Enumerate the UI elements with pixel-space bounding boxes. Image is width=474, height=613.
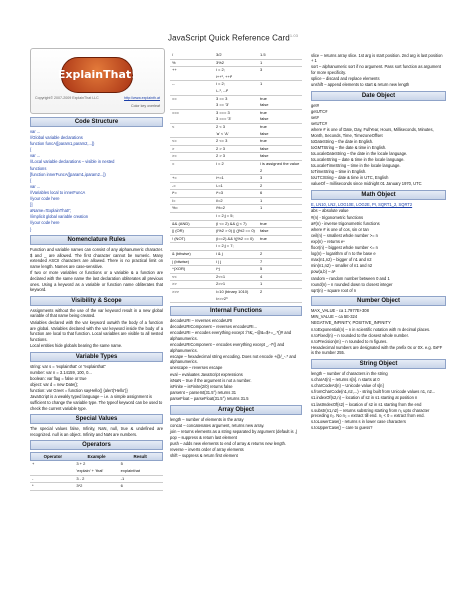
internal-functions-header: Internal Functions <box>170 306 302 316</box>
result-cell: 1 <box>260 59 263 65</box>
code-line: //Local variable declarations – visible in nested <box>30 159 115 165</box>
example-cell: 2<<1 <box>216 273 226 279</box>
math-object-header: Math Object <box>311 190 446 200</box>
variable-type-line: function: var Greet = function sayHello() {alert('Hello')} <box>30 388 128 394</box>
col-result: Result <box>133 454 147 460</box>
math-method-item: a#(n) - inverse trigonometric functions <box>311 220 380 226</box>
operator-row <box>170 190 302 198</box>
explainthat-logo <box>57 57 137 93</box>
result-cell: 1.5 <box>260 52 266 57</box>
internal-function-item: escape – hexadecimal string encoding. Does not encode +@/_-.* and alphanumerics. <box>170 353 297 365</box>
example-cell: i+=1 <box>216 175 224 181</box>
math-method-item: floor(n) – biggest whole number <= n <box>311 245 378 251</box>
result-cell: true <box>260 220 267 226</box>
operator-cell: >> <box>172 281 177 287</box>
example-cell: 2 > 3 <box>216 153 226 159</box>
result-cell: true false <box>260 95 269 108</box>
result-cell: 1 <box>260 197 263 203</box>
column-3 <box>311 52 446 431</box>
nomenclature-p2: If two or more variables or functions or a variable & a function are declared with the same name the last declaration obliterates all previous ones. Using a keyword as a variable or function name obliterates that keyword. <box>30 270 163 293</box>
variable-types-header: Variable Types <box>30 352 163 362</box>
example-cell: (i==2) && !(j%2 == 0) <box>216 235 254 241</box>
result-cell: false <box>260 228 269 234</box>
date-method-item: toUTCString – date & time in UTC, English <box>311 175 389 181</box>
column-1 <box>30 48 163 491</box>
operator-cell <box>170 213 214 220</box>
operator-cell: * <box>32 483 34 489</box>
number-property-item: MIN_VALUE – ca 5E-324 <box>311 314 358 320</box>
result-cell: 2 <box>260 251 263 257</box>
result-cell: false <box>260 145 269 151</box>
math-method-item: sqrt(n) – square root of n <box>311 287 357 293</box>
array-method-item: push – adds new elements to end of array & returns new length. <box>170 440 287 446</box>
version-sup: 1.03 <box>289 33 299 38</box>
code-line: { <box>30 177 32 183</box>
date-method-item: toLocaleTimeString – time in the locale language. <box>311 163 401 168</box>
result-cell: 6 <box>260 190 263 196</box>
string-method-item: s1.indexOf(s2,n) – location of s2 in s1 starting at position n <box>311 395 418 401</box>
result-cell: 2 <box>260 289 263 294</box>
date-method-item: toLocaleString – date & time in the locale language. <box>311 156 405 162</box>
operator-cell: += <box>172 175 177 181</box>
operator-row <box>170 81 302 95</box>
operators-header: Operators <box>30 440 163 450</box>
array-object-header: Array Object <box>170 405 302 415</box>
variable-type-line: string: var s = 'explainthat' or "explainthat" <box>30 364 106 369</box>
visibility-p2: Variables declared with the var keyword outwith the body of a function are global. Variables declared with the var keyword inside the body of a function are local to that function. Local variables are visible to all nested functions. <box>30 320 163 342</box>
internal-function-item: eval – evaluates JavaScript expressions <box>170 371 243 377</box>
string-method-item: s.toUpperCase() – care to guess? <box>311 425 373 431</box>
operator-row <box>170 175 302 183</box>
operator-cell: i*= <box>172 190 177 196</box>
array-object-continued <box>311 53 446 88</box>
code-line: functions <box>30 165 47 171</box>
number-property-item: NEGATIVE_INFINITY, POSITIVE_INFINITY <box>311 320 391 326</box>
operator-row <box>170 198 302 206</box>
example-cell: i = 2; i++¹, ++i² <box>216 67 233 79</box>
example-cell: 2 > 3 <box>216 145 226 151</box>
math-method-item: abs – absolute value <box>311 208 349 214</box>
array-method-item: shift – suppress & return first element <box>170 453 238 459</box>
code-line: var ... <box>30 129 41 134</box>
internal-function-item: decodeURIComponent – reverses encodeURI... <box>170 324 257 330</box>
date-method-item: getUTC# <box>311 108 328 114</box>
result-cell: true <box>260 235 267 241</box>
operator-cell: >= <box>172 153 177 159</box>
operator-row <box>30 483 163 491</box>
logo-text: ExplainThat! <box>57 68 137 82</box>
result-cell: true <box>260 138 267 144</box>
special-values-text: The special values false, Infinity, NaN, null, true & undefined are recognized. null is an object. Infinity and NaN are numbers. <box>30 426 163 437</box>
number-property-item: n.toFixed(n) – n rounded to the closest whole number. <box>311 332 409 338</box>
column-2 <box>170 52 302 459</box>
variable-types-body <box>30 364 163 411</box>
operator-cell: <= <box>172 138 177 144</box>
operator-row <box>170 146 302 154</box>
example-cell: i-=1 <box>216 182 223 188</box>
array-method-item: length – number of elements in the array <box>170 416 244 422</box>
result-cell <box>258 213 302 220</box>
result-cell: 7 <box>260 258 263 264</box>
result-cell: true false <box>260 123 269 136</box>
array-method-item: unshift – append elements to start & return new length <box>311 81 410 87</box>
math-method-item: random – random number between 0 and 1 <box>311 275 390 281</box>
col-example: Example <box>87 454 106 460</box>
internal-functions-body <box>170 318 302 401</box>
example-cell: 3 - 2 <box>76 475 85 481</box>
array-method-item: splice – discard and replace elements <box>311 75 380 81</box>
example-cell: 3 === 3 3 === '3' <box>216 109 232 122</box>
string-method-item: s.fromCharCode(n1,n2,...) - string built from Unicode values n1, n2... <box>311 389 436 395</box>
date-method-item: toGMTString – the date & time in English. <box>311 144 387 150</box>
example-cell: i%=2 <box>216 205 226 211</box>
variable-type-line: JavaScript is a weakly typed language – i.e. a simple assignment is sufficient to change the variable type. The typeof keyword can be used to check the current variable type. <box>30 394 163 411</box>
example-cell: (i <= 2) && (j < 7) <box>216 220 247 226</box>
array-method-item: sort – alphanumeric sort if no argument. Pass sort function as argument for more specificity. <box>311 64 441 75</box>
result-cell: 6 <box>120 483 123 489</box>
string-method-item: s1.lastIndexOf(s2) – location of s2 in s1 starting from the end <box>311 401 422 407</box>
operator-cell: -= <box>172 182 176 188</box>
result-cell: 1 <box>260 281 263 287</box>
example-cell: 3*2 <box>76 483 83 489</box>
code-line: }] <box>30 202 33 208</box>
number-object-header: Number Object <box>311 296 446 306</box>
example-cell: i^j <box>216 266 220 272</box>
operator-cell: = <box>172 160 175 166</box>
example-cell: i | j <box>216 258 222 264</box>
operator-row <box>170 183 302 191</box>
operator-row <box>170 259 302 267</box>
date-object-header: Date Object <box>311 91 446 101</box>
code-structure-header: Code Structure <box>30 117 163 127</box>
example-cell: i/=2 <box>216 197 223 203</box>
operator-cell: -- <box>172 81 175 87</box>
example-cell: 3/2 <box>216 52 222 57</box>
page-title <box>168 33 298 43</box>
example-cell: i=10 (binary 1010) i>>>2³ <box>216 289 249 301</box>
result-cell: 4 <box>260 273 263 279</box>
number-property-item: MAX_VALUE - ca 1.7977E+308 <box>311 308 369 314</box>
string-method-item: s.toLowerCase() - returns s in lower case characters <box>311 419 406 425</box>
date-method-item: set# <box>311 114 319 120</box>
operator-cell: << <box>172 273 177 279</box>
internal-function-item: unescape – reverses escape <box>170 365 223 371</box>
title-text: JavaScript Quick Reference Card <box>168 33 290 43</box>
example-cell: 3%2 <box>216 59 225 65</box>
date-method-item: setUTC# <box>311 120 328 126</box>
operator-cell: || (OR) <box>172 228 184 234</box>
math-constants: E, LN10, LN2, LOG10E, LOG2E, PI, SQRT1_2, SQRT2 <box>311 201 413 207</box>
result-cell: i is assigned the value 2 <box>260 160 300 173</box>
code-line: function funcA([param1,param2,...]) <box>30 141 95 147</box>
result-cell: 3 <box>260 175 263 181</box>
operator-row <box>170 161 302 175</box>
array-method-item: slice – returns array slice. 1st arg is start position. 2nd arg is last position + 1 <box>311 52 443 64</box>
code-structure-body <box>30 129 163 232</box>
operator-row <box>170 52 302 60</box>
date-method-item: toTimeString – time in English. <box>311 169 367 175</box>
operator-cell: - <box>32 475 34 481</box>
number-object-body <box>311 308 446 356</box>
example-cell: 3 + 2 'explain' + 'that' <box>76 461 104 474</box>
example-cell: 2 < 3 'a' < 'A' <box>216 123 229 136</box>
array-object-body <box>170 417 302 459</box>
code-line: //your code here <box>30 196 60 202</box>
operator-row <box>170 67 302 81</box>
internal-function-item: encodeURIComponent – encodes everything except _.-!*() and alphanumerics. <box>170 342 285 353</box>
operator-row <box>170 251 302 259</box>
nomenclature-header: Nomenclature Rules <box>30 235 163 245</box>
example-cell: 2>>1 <box>216 281 226 287</box>
internal-function-item: parseFloat – parseFloat(31.5°) returns 31.5 <box>170 395 249 401</box>
math-method-item: #(n) - trigonometric functions <box>311 214 364 220</box>
date-method-item: get# <box>311 102 319 108</box>
operator-cell: && (AND) <box>172 220 190 226</box>
operator-row <box>170 266 302 274</box>
code-line: //implicit global variable creation <box>30 214 89 220</box>
code-line: //your code here <box>30 220 60 226</box>
result-cell: true false <box>260 109 269 122</box>
operator-row <box>170 138 302 146</box>
operator-cell: % <box>172 59 176 65</box>
math-method-item: ceil(n) – smallest whole number >= n <box>311 232 378 238</box>
example-cell: i & j <box>216 251 223 257</box>
operator-cell: /= <box>172 197 176 203</box>
example-cell: (i%2 > 0) || (j%2 == 0) <box>216 228 255 234</box>
example-cell: 2 <= 3 <box>216 138 228 144</box>
color-key-note: Color key overleaf <box>131 104 160 108</box>
operator-cell: ! (NOT) <box>172 235 186 241</box>
operator-row <box>170 213 302 221</box>
result-cell: 1 <box>260 81 263 87</box>
variable-type-line: boolean: var flag = false or true <box>30 376 87 382</box>
operator-row <box>170 60 302 68</box>
string-method-item: s.substr(n1,n2) – returns substring starting from n₁ upto character preceding n₂. No n₂ = extract till end. n₁ < 0 = extract from end. <box>311 407 430 419</box>
operator-cell: ^(XOR) <box>172 266 186 272</box>
operator-cell: == <box>172 95 177 101</box>
string-object-header: String Object <box>311 359 446 369</box>
math-method-item: where # is one of cos, sin or tan <box>311 226 369 232</box>
code-line: aName='ExplainThat!'; <box>30 208 72 214</box>
operator-row <box>30 476 163 484</box>
internal-function-item: decodeURI – reverses encodeURI <box>170 318 233 324</box>
col-operator: Operator <box>43 454 63 460</box>
internal-function-item: encodeURI – encodes everything except :/?&;,~@&=$+=_.*()# and alphanumerics. <box>170 330 292 341</box>
result-cell: 2 <box>260 182 263 188</box>
operator-row <box>170 289 302 303</box>
code-line: //Global variable declarations <box>30 135 83 141</box>
number-property-item: Hexadecimal numbers are designated with the prefix 0x or 0X. e.g. 0xFF is the number 255. <box>311 344 443 356</box>
internal-function-item: isNaN – true if the argument is not a number. <box>170 377 252 383</box>
site-link[interactable]: http://www.explainth.at <box>124 96 160 100</box>
result-cell: 3 <box>260 67 263 73</box>
code-line: [function innerFuncA([param1,iparam2...]) <box>30 171 106 177</box>
logo-box <box>30 48 165 114</box>
array-method-item: concat – concatenates argument, returns new array. <box>170 422 265 428</box>
nomenclature-p1: Function and variable names can consist of any alphanumeric character. $ and _ are allowed. The first character cannot be numeric. Many extended ASCII characters are allowed. There is no practical limit on name length. Names are case-sensitive. <box>30 247 163 269</box>
example-cell: i = 2 <box>216 160 224 166</box>
operator-cell: ++ <box>172 67 177 73</box>
string-object-body <box>311 371 446 431</box>
example-cell: i = 2; i--¹, --i² <box>216 81 228 93</box>
operator-row <box>170 96 302 110</box>
date-method-item: valueOf – milliseconds since midnight 01 January 1970, UTC <box>311 181 422 187</box>
math-method-item: min(n1,n2) – smaller of n1 and n2 <box>311 263 373 269</box>
array-method-item: reverse – inverts order of array elements <box>170 446 244 452</box>
operators-table-1 <box>30 461 163 490</box>
internal-function-item: parseInt – parseInt(31.5°) returns 31 <box>170 389 237 395</box>
string-method-item: length – number of characters in the string <box>311 371 388 377</box>
operator-cell <box>170 243 214 250</box>
example-cell: 3 == 3 3 == '3' <box>216 95 229 108</box>
math-method-item: round(n) – n rounded down to closest integer <box>311 281 393 287</box>
visibility-p3: Local entities hide globals bearing the same name. <box>30 343 123 349</box>
operator-row <box>170 281 302 289</box>
special-values-header: Special Values <box>30 414 163 424</box>
array-method-item: pop – suppress & return last element <box>170 434 237 440</box>
operator-cell: > <box>172 145 175 151</box>
string-method-item: s.charCodeAt(n) – Unicode value of s[n] <box>311 383 384 389</box>
result-cell: 1 <box>260 205 263 211</box>
code-line: var ... <box>30 153 41 159</box>
internal-function-item: isFinite – isFinite(2/0) returns false <box>170 383 233 389</box>
code-line: var ... <box>30 183 41 189</box>
operator-row <box>170 228 302 236</box>
operator-cell: & (bitwise) <box>172 251 191 257</box>
result-cell: false <box>260 153 269 159</box>
operators-col-headers <box>30 452 163 461</box>
operator-row <box>170 221 302 229</box>
code-line: } <box>30 226 32 232</box>
math-object-body <box>311 208 446 293</box>
result-cell: 5 explainthat <box>120 461 141 474</box>
number-property-item: n.toPrecision(m) – n rounded to m figures. <box>311 338 388 344</box>
operator-row <box>170 274 302 282</box>
code-line: //Variables local to innerFuncA <box>30 189 86 195</box>
operators-table-2 <box>170 52 302 303</box>
operator-row <box>170 153 302 161</box>
variable-type-line: number: var n = 3.14159, 100, 0... <box>30 370 92 376</box>
example-cell: i = 2;j = 5; <box>216 213 234 219</box>
example-cell: i*=3 <box>216 190 224 196</box>
result-cell: 5 <box>260 266 263 272</box>
example-cell: i = 2;j = 7; <box>216 243 234 249</box>
math-method-item: log(n) – logarithm of n to the base e <box>311 251 376 257</box>
code-line: { <box>30 147 32 153</box>
result-cell: -1 <box>120 475 125 481</box>
math-method-item: max(n1,n2) – bigger of n1 and n2 <box>311 257 372 263</box>
operator-cell: >>> <box>172 289 180 294</box>
operator-row <box>170 236 302 244</box>
array-method-item: join – returns elements as a string separated by argument (default is ,) <box>170 428 298 434</box>
operator-row <box>30 461 163 475</box>
variable-type-line: object: var d = new Date(); <box>30 382 79 388</box>
copyright: Copyright© 2007-2009 ExplainThat LLC <box>35 96 99 100</box>
visibility-p1: Assignments without the use of the var keyword result in a new global variable of that name being created. <box>30 307 163 319</box>
string-method-item: s.charAt(n) – returns s[n]. n starts at 0 <box>311 377 380 383</box>
date-object-body <box>311 103 446 187</box>
operator-row <box>170 124 302 138</box>
operator-cell: / <box>172 52 174 57</box>
date-method-item: toDateString – the date in English. <box>311 138 374 144</box>
operator-cell: < <box>172 123 175 129</box>
math-method-item: pow(a,b) – aᵇ <box>311 269 336 275</box>
date-method-item: toLocaleDateString – the date in the locale language. <box>311 150 408 156</box>
operator-row <box>170 110 302 124</box>
operator-cell: === <box>172 109 180 115</box>
operator-row <box>170 243 302 251</box>
result-cell <box>258 243 302 250</box>
operator-cell: | (bitwise) <box>172 258 190 264</box>
date-method-item: where # is one of Date, Day, FullYear, Hours, Milliseconds, Minutes, Month, Seconds, Time, TimezoneOffset <box>311 126 434 138</box>
operator-cell: %= <box>172 205 178 211</box>
operator-cell: + <box>32 461 35 467</box>
visibility-header: Visibility & Scope <box>30 296 163 306</box>
operator-row <box>170 205 302 213</box>
number-property-item: n.toExponential(n) – n in scientific notation with m decimal places. <box>311 326 431 332</box>
math-method-item: exp(n) – returns eⁿ <box>311 238 345 244</box>
